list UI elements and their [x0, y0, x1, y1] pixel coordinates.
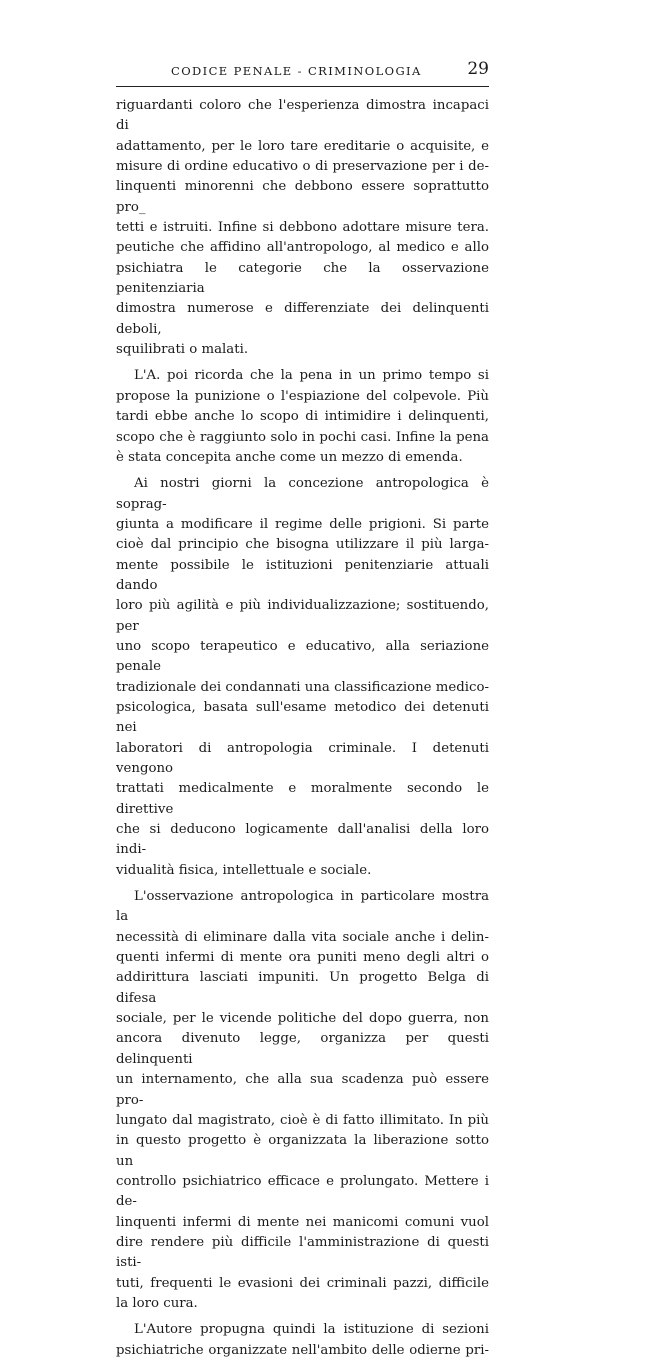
text-line: sociale, per le vicende politiche del dopo guerra, non — [116, 1011, 489, 1027]
body-text — [116, 96, 489, 1361]
text-line: L'osservazione antropologica in particolare mostra la — [116, 889, 489, 925]
text-line: linquenti minorenni che debbono essere soprattutto pro_ — [116, 179, 489, 215]
text-line: che si deducono logicamente dall'analisi della loro indi- — [116, 822, 489, 858]
text-line: Ai nostri giorni la concezione antropologica è soprag- — [116, 476, 489, 512]
text-line: quenti infermi di mente ora puniti meno degli altri o — [116, 950, 489, 966]
text-line: lungato dal magistrato, cioè è di fatto illimitato. In più — [116, 1112, 489, 1128]
text-line: peutiche che affidino all'antropologo, al medico e allo — [116, 240, 489, 256]
text-line: adattamento, per le loro tare ereditarie o acquisite, e — [116, 138, 489, 154]
running-head: CODICE PENALE - CRIMINOLOGIA — [171, 64, 422, 78]
text-line: riguardanti coloro che l'esperienza dimostra incapaci di — [116, 98, 489, 134]
text-line: psicologica, basata sull'esame metodico dei detenuti nei — [116, 699, 489, 736]
text-line: mente possibile le istituzioni penitenziarie attuali dando — [116, 557, 489, 593]
text-line: trattati medicalmente e moralmente secondo le direttive — [116, 781, 489, 817]
text-line: vidualità fisica, intellettuale e sociale. — [116, 862, 372, 878]
text-line: ancora divenuto legge, organizza per questi delinquenti — [116, 1031, 489, 1067]
page-header — [116, 59, 489, 87]
text-line: uno scopo terapeutico e educativo, alla seriazione penale — [116, 638, 489, 675]
text-line: squilibrati o malati. — [116, 342, 249, 358]
text-line: psichiatra le categorie che la osservazione penitenziaria — [116, 260, 489, 297]
text-line: in questo progetto è organizzata la liberazione sotto un — [116, 1133, 489, 1169]
text-line: addirittura lasciati impuniti. Un progetto Belga di difesa — [116, 970, 489, 1006]
page-number: 29 — [467, 59, 489, 79]
text-line: psichiatriche organizzate nell'ambito delle odierne pri- — [116, 1342, 489, 1358]
text-line: dire rendere più difficile l'amministrazione di questi isti- — [116, 1234, 489, 1271]
text-line: necessità di eliminare dalla vita sociale anche i delin- — [116, 929, 489, 945]
text-line: propose la punizione o l'espiazione del colpevole. Più — [116, 388, 489, 404]
text-line: un internamento, che alla sua scadenza può essere pro- — [116, 1072, 489, 1108]
text-line: cioè dal principio che bisogna utilizzare il più larga- — [116, 537, 489, 553]
text-line: giunta a modificare il regime delle prigioni. Si parte — [116, 516, 489, 532]
text-line: misure di ordine educativo o di preservazione per i de- — [116, 159, 489, 175]
text-line: L'A. poi ricorda che la pena in un primo tempo si — [134, 368, 489, 384]
text-line: la loro cura. — [116, 1295, 198, 1311]
text-line: controllo psichiatrico efficace e prolungato. Mettere i de- — [116, 1173, 489, 1210]
text-line: tuti, frequenti le evasioni dei criminali pazzi, difficile — [116, 1275, 489, 1291]
text-line: loro più agilità e più individualizzazione; sostituendo, per — [116, 598, 489, 634]
text-line: L'Autore propugna quindi la istituzione di sezioni — [134, 1322, 489, 1338]
text-line: scopo che è raggiunto solo in pochi casi. Infine la pena — [116, 429, 489, 445]
text-line: laboratori di antropologia criminale. I detenuti vengono — [116, 740, 489, 776]
text-line: tardi ebbe anche lo scopo di intimidire i delinquenti, — [116, 409, 489, 425]
text-line: tradizionale dei condannati una classificazione medico- — [116, 679, 489, 695]
text-line: tetti e istruiti. Infine si debbono adottare misure tera. — [116, 220, 489, 236]
text-line: è stata concepita anche come un mezzo di emenda. — [116, 449, 463, 465]
text-line: dimostra numerose e differenziate dei delinquenti deboli, — [116, 301, 489, 337]
text-line: linquenti infermi di mente nei manicomi comuni vuol — [116, 1214, 489, 1230]
